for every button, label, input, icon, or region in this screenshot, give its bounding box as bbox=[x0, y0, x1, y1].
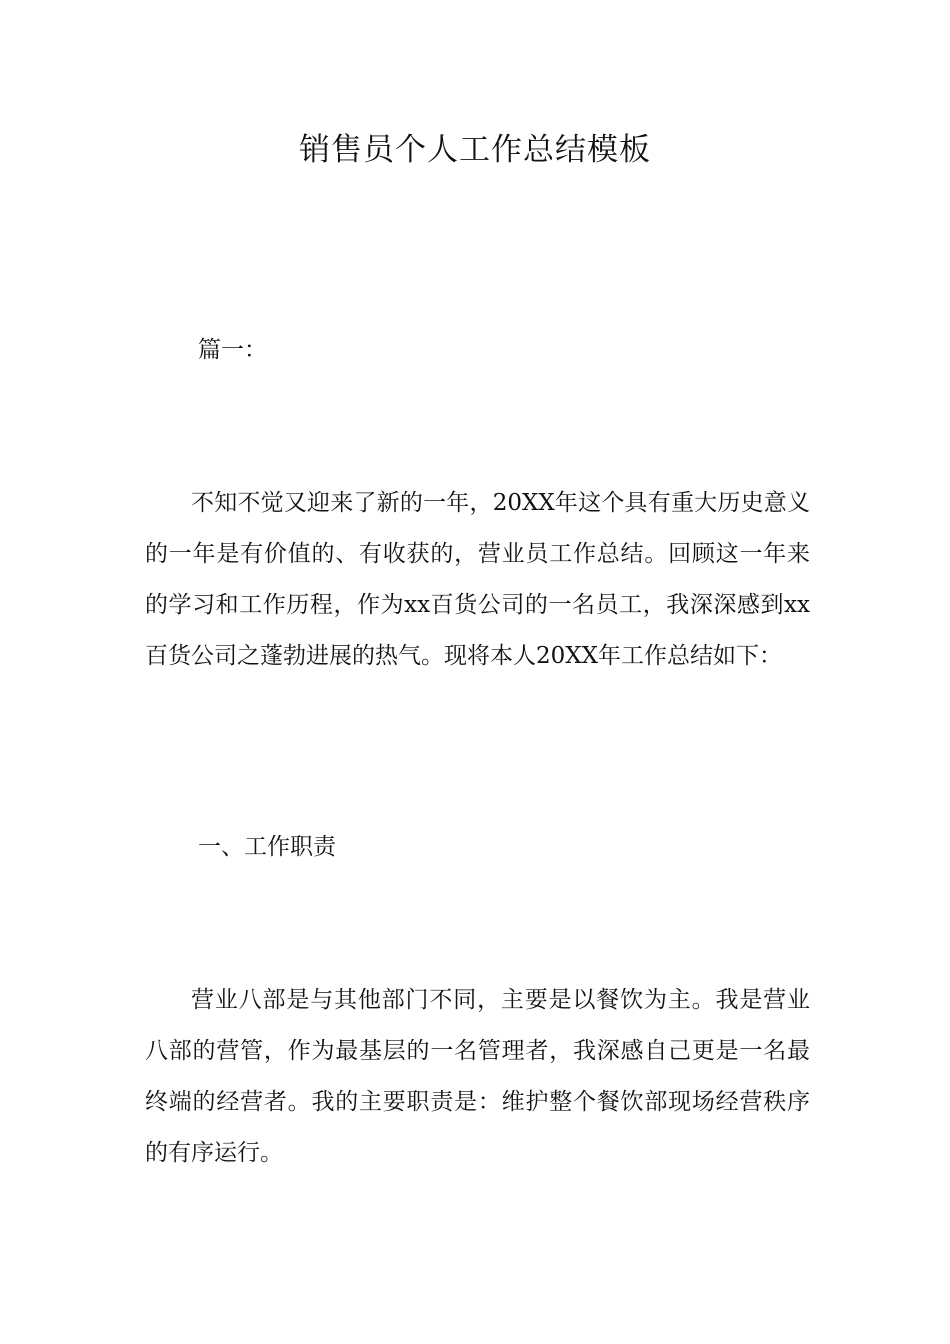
heading-job-duties: 一、工作职责 bbox=[198, 834, 336, 860]
paragraph-duties: 营业八部是与其他部门不同，主要是以餐饮为主。我是营业八部的营管，作为最基层的一名管理者，我深感自己更是一名最终端的经营者。我的主要职责是：维护整个餐饮部现场经营秩序的有序运行。 bbox=[145, 987, 810, 1166]
paragraph-intro: 不知不觉又迎来了新的一年，20XX年这个具有重大历史意义的一年是有价值的、有收获的，营业员工作总结。回顾这一年来的学习和工作历程，作为xx百货公司的一名员工，我深深感到xx百货公司之蓬勃进展的热气。现将本人20XX年工作总结如下： bbox=[145, 490, 810, 669]
section-label: 篇一： bbox=[198, 337, 267, 363]
document-title: 销售员个人工作总结模板 bbox=[299, 132, 651, 168]
